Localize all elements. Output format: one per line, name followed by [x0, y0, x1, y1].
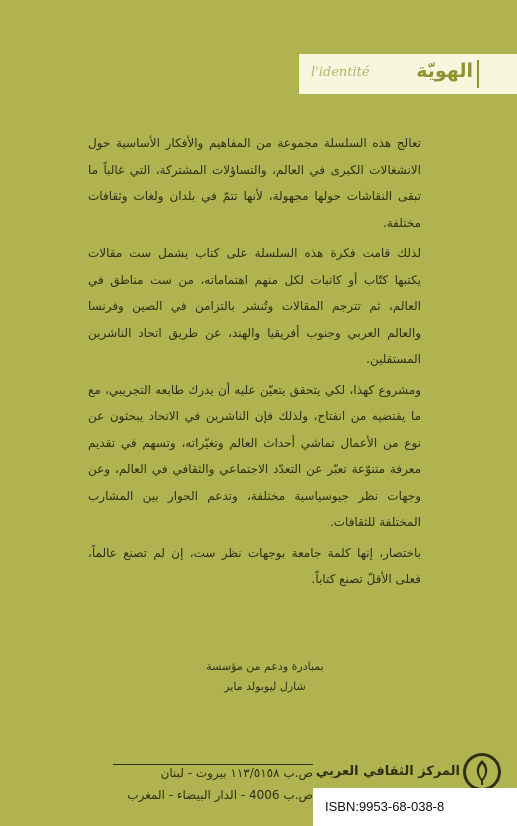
- series-label: [299, 54, 517, 94]
- series-title-french: l'identité: [311, 65, 370, 80]
- blurb-paragraph: باختصار، إنها كلمة جامعة بوجهات نظر ست، إن لم تصنع عالماً، فعلى الأقلّ تصنع كتاباً.: [88, 545, 421, 586]
- publisher-logo-icon: [462, 752, 502, 792]
- address-divider: [113, 764, 313, 765]
- series-title-arabic: الهويّة: [416, 60, 473, 82]
- blurb-paragraph: ومشروع كهذا، لكي يتحقق يتعيّن عليه أن يدرك طابعه التجريبي، مع ما يقتضيه من انفتاح، ولذلك فإن الناشرين في الاتحاد يبحثون عن نوع من الأعمال تماشي أحداث العالم وتغيّراته، وتسهم في تقديم معرفة متنوّعة تعبّر عن التعدّد الاجتماعي والثقافي في العالم، وعن وجهات نظر جيوسياسية مختلفة، وتدعم الحوار بين المشارب المختلفة للثقافات.: [88, 382, 421, 529]
- isbn-box: [313, 788, 517, 826]
- blurb-paragraph: تعالج هذه السلسلة مجموعة من المفاهيم والأفكار الأساسية حول الانشغالات الكبرى في العالم، والتساؤلات المشتركة، التي غالباً ما تبقى النقاشات حولها مجهولة، لأنها تتمّ في بلدان ولغات وثقافات مختلفة.: [88, 136, 421, 230]
- blurb-paragraph: لذلك قامت فكرة هذه السلسلة على كتاب يشمل ست مقالات يكتبها كتّاب أو كاتبات لكل منهم اهتماماته، من ست مناطق في العالم، ثم تترجم المقالات وتُنشر بالتزامن في الصين وفرنسا والعالم العربي وجنوب أفريقيا والهند، عن طريق اتحاد الناشرين المستقلين.: [88, 246, 421, 366]
- publisher-address-beirut: ص.ب ١١٣/٥١٥٨ بيروت - لبنان: [160, 766, 313, 780]
- sponsor-line: بمبادرة ودعم من مؤسسة: [206, 660, 324, 673]
- sponsor-name: شارل ليوبولد ماير: [224, 680, 306, 693]
- publisher-name: المركز الثقافي العربي: [315, 764, 460, 779]
- sponsor-credit: [200, 657, 330, 697]
- publisher-address-casablanca: ص.ب 4006 - الدار البيضاء - المغرب: [127, 788, 313, 802]
- isbn: ISBN:9953-68-038-8: [325, 799, 445, 814]
- series-divider: [477, 60, 479, 88]
- back-cover-blurb: [88, 130, 421, 597]
